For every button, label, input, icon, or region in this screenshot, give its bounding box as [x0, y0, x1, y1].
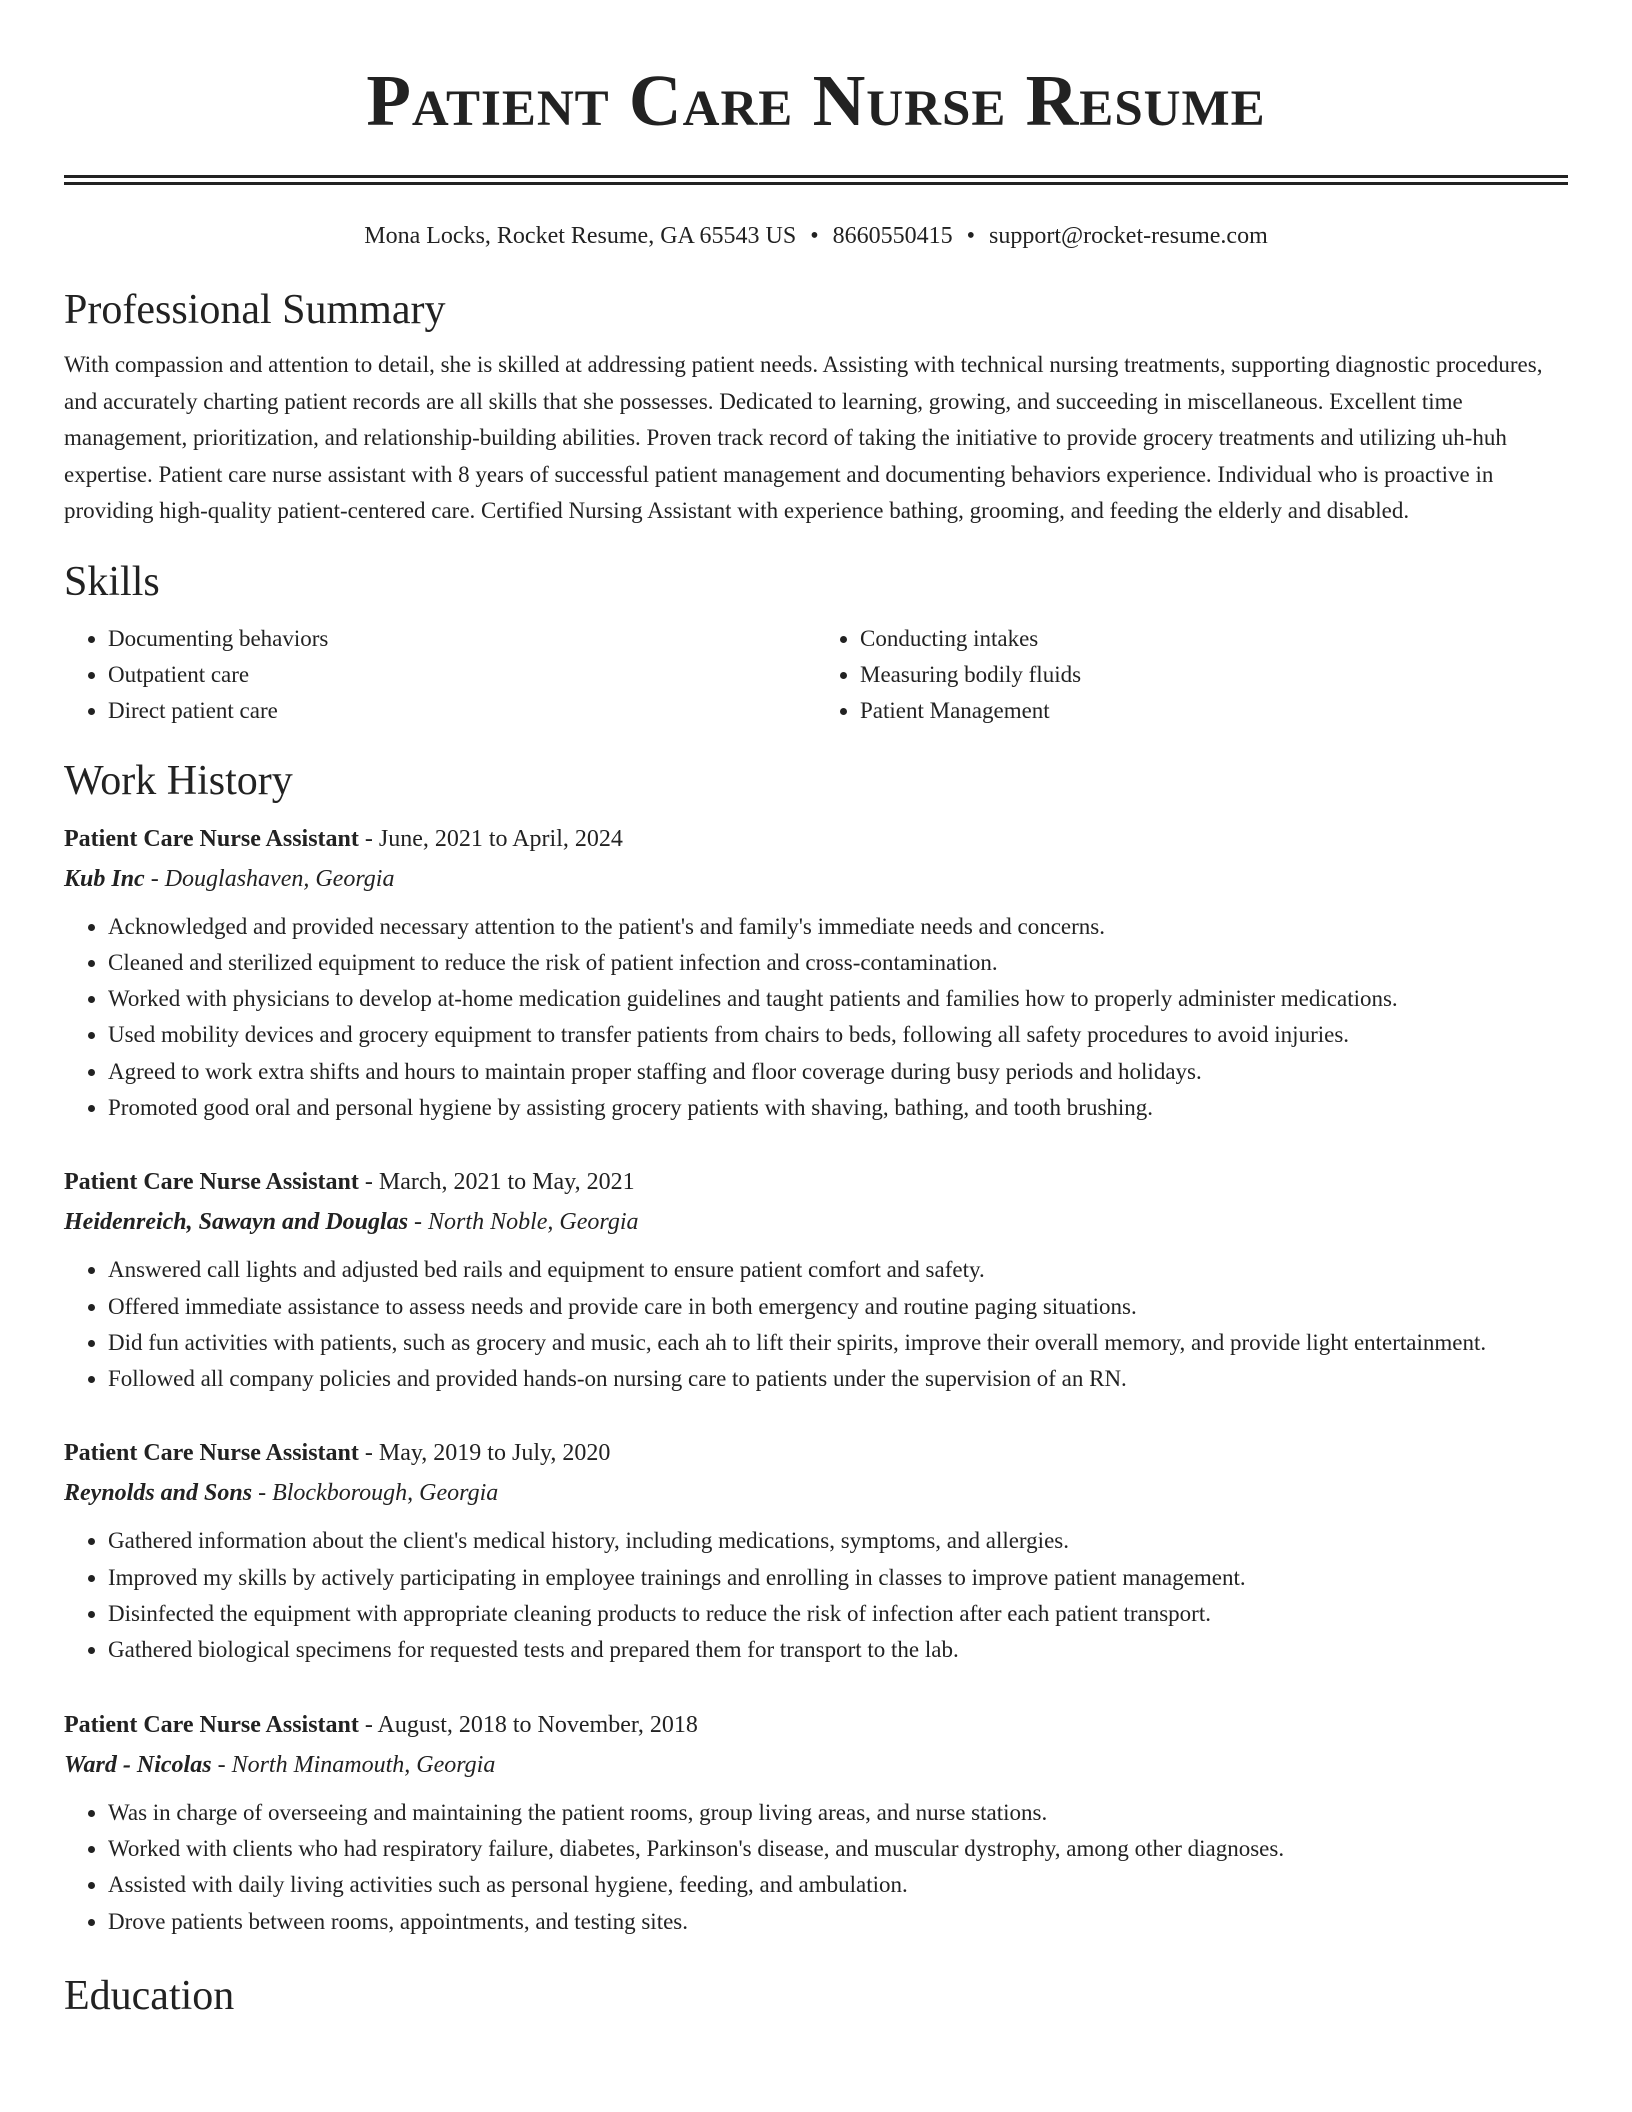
title-double-rule [64, 175, 1568, 185]
professional-summary-section [64, 284, 1568, 530]
job-bullet: • Used mobility devices and grocery equipment to transfer patients from chairs to beds, following all safety procedures to avoid injuries. [108, 1017, 1568, 1053]
job-bullets [64, 1795, 1568, 1940]
job-title-line [64, 1433, 1568, 1473]
job-bullet: • Worked with clients who had respiratory failure, diabetes, Parkinson's disease, and muscular dystrophy, among other diagnoses. [108, 1831, 1568, 1867]
job-dates: June, 2021 to April, 2024 [378, 825, 623, 852]
section-heading-education: Education [64, 1972, 235, 2019]
skills-section [64, 556, 1568, 729]
contact-phone: 8660550415 [832, 223, 953, 249]
job-title-line [64, 819, 1568, 859]
job-bullet: • Answered call lights and adjusted bed rails and equipment to ensure patient comfort and safety. [108, 1252, 1568, 1288]
education-section [64, 1970, 1568, 2022]
job-bullet: • Was in charge of overseeing and maintaining the patient rooms, group living areas, and nurse stations. [108, 1795, 1568, 1831]
contact-address: Mona Locks, Rocket Resume, GA 65543 US [364, 223, 797, 249]
contact-line [64, 221, 1568, 251]
section-heading-skills: Skills [64, 558, 160, 605]
job-bullet: • Improved my skills by actively participating in employee trainings and enrolling in classes to improve patient management. [108, 1560, 1568, 1596]
job-title: Patient Care Nurse Assistant [64, 825, 359, 852]
job-entry [64, 1433, 1568, 1668]
job-location: Blockborough, Georgia [272, 1480, 499, 1507]
skill-item: • Direct patient care [108, 693, 816, 729]
job-title-line [64, 1705, 1568, 1745]
job-bullet: • Worked with physicians to develop at-home medication guidelines and taught patients and families how to properly administer medications. [108, 981, 1568, 1017]
job-dash: - [408, 1209, 429, 1236]
job-title: Patient Care Nurse Assistant [64, 1440, 359, 1467]
job-title: Patient Care Nurse Assistant [64, 1711, 359, 1738]
job-bullet: • Gathered biological specimens for requested tests and prepared them for transport to the lab. [108, 1632, 1568, 1668]
job-location: North Minamouth, Georgia [231, 1751, 496, 1778]
job-dash: - [211, 1751, 232, 1778]
job-bullet: • Agreed to work extra shifts and hours to maintain proper staffing and floor coverage during busy periods and holidays. [108, 1054, 1568, 1090]
job-company: Kub Inc [64, 865, 145, 892]
job-bullets [64, 1523, 1568, 1668]
job-bullets [64, 1252, 1568, 1397]
job-bullet: • Disinfected the equipment with appropriate cleaning products to reduce the risk of infection after each patient transport. [108, 1596, 1568, 1632]
job-bullet: • Gathered information about the client's medical history, including medications, symptoms, and allergies. [108, 1523, 1568, 1559]
skill-item: • Patient Management [860, 693, 1568, 729]
section-heading-summary: Professional Summary [64, 287, 446, 333]
job-company-line [64, 859, 1568, 899]
job-company: Ward - Nicolas [64, 1751, 212, 1778]
job-bullet: • Acknowledged and provided necessary attention to the patient's and family's immediate needs and concerns. [108, 909, 1568, 945]
job-entry [64, 1162, 1568, 1397]
skill-item: • Measuring bodily fluids [860, 657, 1568, 693]
job-dates: August, 2018 to November, 2018 [377, 1711, 698, 1738]
job-dash: - [358, 1169, 379, 1196]
contact-separator: • [966, 223, 976, 249]
contact-email: support@rocket-resume.com [989, 223, 1268, 249]
job-bullet: • Drove patients between rooms, appointments, and testing sites. [108, 1904, 1568, 1940]
job-location: North Noble, Georgia [428, 1209, 639, 1236]
job-dash: - [358, 1711, 378, 1738]
job-bullet: • Cleaned and sterilized equipment to reduce the risk of patient infection and cross-contamination. [108, 945, 1568, 981]
job-bullet: • Did fun activities with patients, such as grocery and music, each ah to lift their spirits, improve their overall memory, and provide light entertainment. [108, 1325, 1568, 1361]
job-bullet: • Assisted with daily living activities such as personal hygiene, feeding, and ambulation. [108, 1867, 1568, 1903]
job-bullet: • Followed all company policies and provided hands-on nursing care to patients under the supervision of an RN. [108, 1361, 1568, 1397]
skill-item: • Conducting intakes [860, 621, 1568, 657]
skill-item: • Outpatient care [108, 657, 816, 693]
job-title: Patient Care Nurse Assistant [64, 1169, 359, 1196]
job-bullet: • Promoted good oral and personal hygiene by assisting grocery patients with shaving, bathing, and tooth brushing. [108, 1090, 1568, 1126]
skills-columns [64, 621, 1568, 729]
job-dates: March, 2021 to May, 2021 [378, 1169, 635, 1196]
job-bullets [64, 909, 1568, 1127]
job-company-line [64, 1473, 1568, 1513]
job-dates: May, 2019 to July, 2020 [378, 1440, 611, 1467]
work-history-section [64, 755, 1568, 1940]
section-heading-work-history: Work History [64, 757, 293, 804]
job-entry [64, 1705, 1568, 1940]
job-company-line [64, 1745, 1568, 1785]
skills-list-left [64, 621, 816, 729]
job-bullet: • Offered immediate assistance to assess needs and provide care in both emergency and routine paging situations. [108, 1289, 1568, 1325]
job-company: Heidenreich, Sawayn and Douglas [64, 1209, 409, 1236]
job-dash: - [144, 865, 165, 892]
skills-list-right [816, 621, 1568, 729]
job-dash: - [358, 1440, 379, 1467]
contact-separator: • [810, 223, 819, 249]
job-title-line [64, 1162, 1568, 1202]
job-dash: - [358, 825, 379, 852]
job-entry [64, 819, 1568, 1127]
job-location: Douglashaven, Georgia [164, 865, 395, 892]
skill-item: • Documenting behaviors [108, 621, 816, 657]
job-company: Reynolds and Sons [64, 1480, 253, 1507]
job-dash: - [252, 1480, 273, 1507]
page-title: Patient Care Nurse Resume [366, 60, 1266, 141]
summary-text: With compassion and attention to detail, she is skilled at addressing patient needs. Assisting with technical nursing treatments, supporting diagnostic procedures, and accurately charting patient records are all skills that she possesses. Dedicated to learning, growing, and succeeding in miscellaneous. Excellent time management, prioritization, and relationship-building abilities. Proven track record of taking the initiative to provide grocery treatments and utilizing uh-huh expertise. Patient care nurse assistant with 8 years of successful patient management and documenting behaviors experience. Individual who is proactive in providing high-quality patient-centered care. Certified Nursing Assistant with experience bathing, grooming, and feeding the elderly and disabled. [64, 352, 1543, 523]
job-company-line [64, 1202, 1568, 1242]
